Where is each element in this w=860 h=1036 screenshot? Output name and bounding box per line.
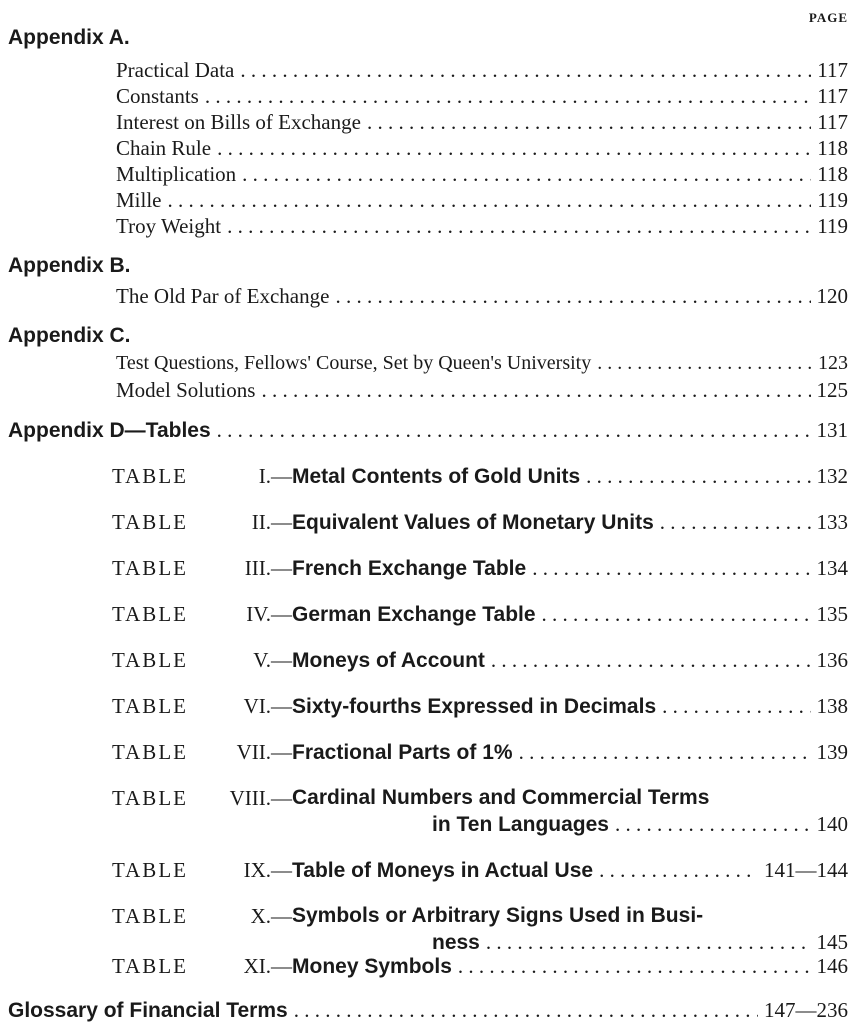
table-page: 145 bbox=[816, 930, 848, 954]
dot-leader bbox=[240, 58, 811, 83]
dot-leader bbox=[205, 84, 811, 109]
entry-page: 117 bbox=[817, 84, 848, 108]
dot-leader bbox=[542, 602, 811, 627]
entry-title: Appendix D—Tables bbox=[8, 419, 211, 442]
table-number: V.— bbox=[253, 648, 292, 672]
toc-entry[interactable] bbox=[116, 214, 848, 239]
dot-leader bbox=[261, 378, 810, 403]
entry-page: 118 bbox=[817, 136, 848, 160]
table-page: 138 bbox=[816, 694, 848, 718]
table-label: TABLE bbox=[112, 510, 188, 534]
dot-leader bbox=[586, 464, 810, 489]
dot-leader bbox=[227, 214, 811, 239]
entry-title: Chain Rule bbox=[116, 136, 212, 160]
toc-entry[interactable] bbox=[116, 188, 848, 213]
table-label: TABLE bbox=[112, 556, 188, 580]
entry-page: 117 bbox=[817, 58, 848, 82]
table-title: Table of Moneys in Actual Use bbox=[292, 859, 594, 882]
table-title: French Exchange Table bbox=[292, 557, 527, 580]
table-number: XI.— bbox=[243, 954, 292, 978]
dot-leader bbox=[458, 954, 811, 979]
toc-entry[interactable] bbox=[116, 58, 848, 83]
dot-leader bbox=[519, 740, 811, 765]
appendix-b-heading: Appendix B. bbox=[8, 254, 131, 277]
entry-title: Glossary of Financial Terms bbox=[8, 999, 288, 1022]
entry-title: Mille bbox=[116, 188, 162, 212]
entry-page: 119 bbox=[817, 214, 848, 238]
toc-entry[interactable] bbox=[116, 378, 848, 403]
table-label: TABLE bbox=[112, 464, 188, 488]
dot-leader bbox=[168, 188, 812, 213]
entry-page: 147—236 bbox=[764, 998, 848, 1022]
entry-title: Test Questions, Fellows' Course, Set by Queen's University bbox=[116, 352, 592, 374]
table-title: Money Symbols bbox=[292, 955, 452, 978]
toc-entry[interactable] bbox=[116, 352, 848, 375]
table-title-line2: ness bbox=[432, 931, 480, 954]
table-number: I.— bbox=[258, 464, 292, 488]
table-label: TABLE bbox=[112, 602, 188, 626]
table-label: TABLE bbox=[112, 858, 188, 882]
entry-page: 118 bbox=[817, 162, 848, 186]
table-title-line1: Symbols or Arbitrary Signs Used in Busi- bbox=[292, 904, 704, 927]
table-title: Metal Contents of Gold Units bbox=[292, 465, 581, 488]
table-page: 136 bbox=[816, 648, 848, 672]
toc-entry[interactable] bbox=[116, 110, 848, 135]
entry-title: Practical Data bbox=[116, 58, 235, 82]
toc-entry[interactable] bbox=[116, 284, 848, 309]
table-title: Moneys of Account bbox=[292, 649, 485, 672]
dot-leader bbox=[335, 284, 810, 309]
toc-entry[interactable] bbox=[116, 84, 848, 109]
dot-leader bbox=[599, 858, 758, 883]
table-title: Fractional Parts of 1% bbox=[292, 741, 513, 764]
table-label: TABLE bbox=[112, 954, 188, 978]
table-number: VII.— bbox=[236, 740, 292, 764]
dot-leader bbox=[660, 510, 811, 535]
appendix-d-entry[interactable] bbox=[8, 418, 848, 443]
table-label: TABLE bbox=[112, 694, 188, 718]
toc-entry[interactable] bbox=[116, 162, 848, 187]
table-title-line2: in Ten Languages bbox=[432, 813, 609, 836]
dot-leader bbox=[217, 136, 811, 161]
table-page: 133 bbox=[816, 510, 848, 534]
entry-page: 117 bbox=[817, 110, 848, 134]
table-label: TABLE bbox=[112, 740, 188, 764]
table-number: IV.— bbox=[246, 602, 292, 626]
table-page: 146 bbox=[816, 954, 848, 978]
table-page: 139 bbox=[816, 740, 848, 764]
table-number: X.— bbox=[250, 904, 292, 928]
table-page: 135 bbox=[816, 602, 848, 626]
entry-page: 119 bbox=[817, 188, 848, 212]
entry-page: 125 bbox=[816, 378, 848, 402]
table-number: II.— bbox=[251, 510, 292, 534]
table-number: VIII.— bbox=[229, 786, 292, 810]
entry-title: Model Solutions bbox=[116, 378, 256, 402]
table-number: IX.— bbox=[243, 858, 292, 882]
table-number: VI.— bbox=[243, 694, 292, 718]
table-page: 140 bbox=[816, 812, 848, 836]
glossary-entry[interactable] bbox=[8, 998, 848, 1023]
toc-entry[interactable] bbox=[116, 136, 848, 161]
entry-page: 123 bbox=[818, 352, 848, 374]
table-title: German Exchange Table bbox=[292, 603, 536, 626]
table-title-line1: Cardinal Numbers and Commercial Terms bbox=[292, 786, 710, 809]
entry-title: Multiplication bbox=[116, 162, 237, 186]
table-number: III.— bbox=[244, 556, 292, 580]
dot-leader bbox=[486, 930, 811, 955]
entry-title: Constants bbox=[116, 84, 199, 108]
dot-leader bbox=[662, 694, 810, 719]
dot-leader bbox=[491, 648, 811, 673]
table-page: 134 bbox=[816, 556, 848, 580]
dot-leader bbox=[597, 352, 812, 375]
dot-leader bbox=[367, 110, 811, 135]
entry-title: Troy Weight bbox=[116, 214, 222, 238]
table-page: 132 bbox=[816, 464, 848, 488]
table-label: TABLE bbox=[112, 786, 188, 810]
dot-leader bbox=[615, 812, 811, 837]
entry-page: 131 bbox=[816, 418, 848, 442]
appendix-c-heading: Appendix C. bbox=[8, 324, 131, 347]
dot-leader bbox=[217, 418, 811, 443]
dot-leader bbox=[294, 998, 758, 1023]
page-column-label: PAGE bbox=[808, 10, 848, 25]
entry-page: 120 bbox=[816, 284, 848, 308]
table-title: Equivalent Values of Monetary Units bbox=[292, 511, 654, 534]
table-label: TABLE bbox=[112, 904, 188, 928]
dot-leader bbox=[242, 162, 811, 187]
entry-title: Interest on Bills of Exchange bbox=[116, 110, 361, 134]
table-title: Sixty-fourths Expressed in Decimals bbox=[292, 695, 657, 718]
table-page: 141—144 bbox=[764, 858, 848, 882]
entry-title: The Old Par of Exchange bbox=[116, 284, 330, 308]
dot-leader bbox=[532, 556, 810, 581]
appendix-a-heading: Appendix A. bbox=[8, 26, 130, 49]
table-label: TABLE bbox=[112, 648, 188, 672]
